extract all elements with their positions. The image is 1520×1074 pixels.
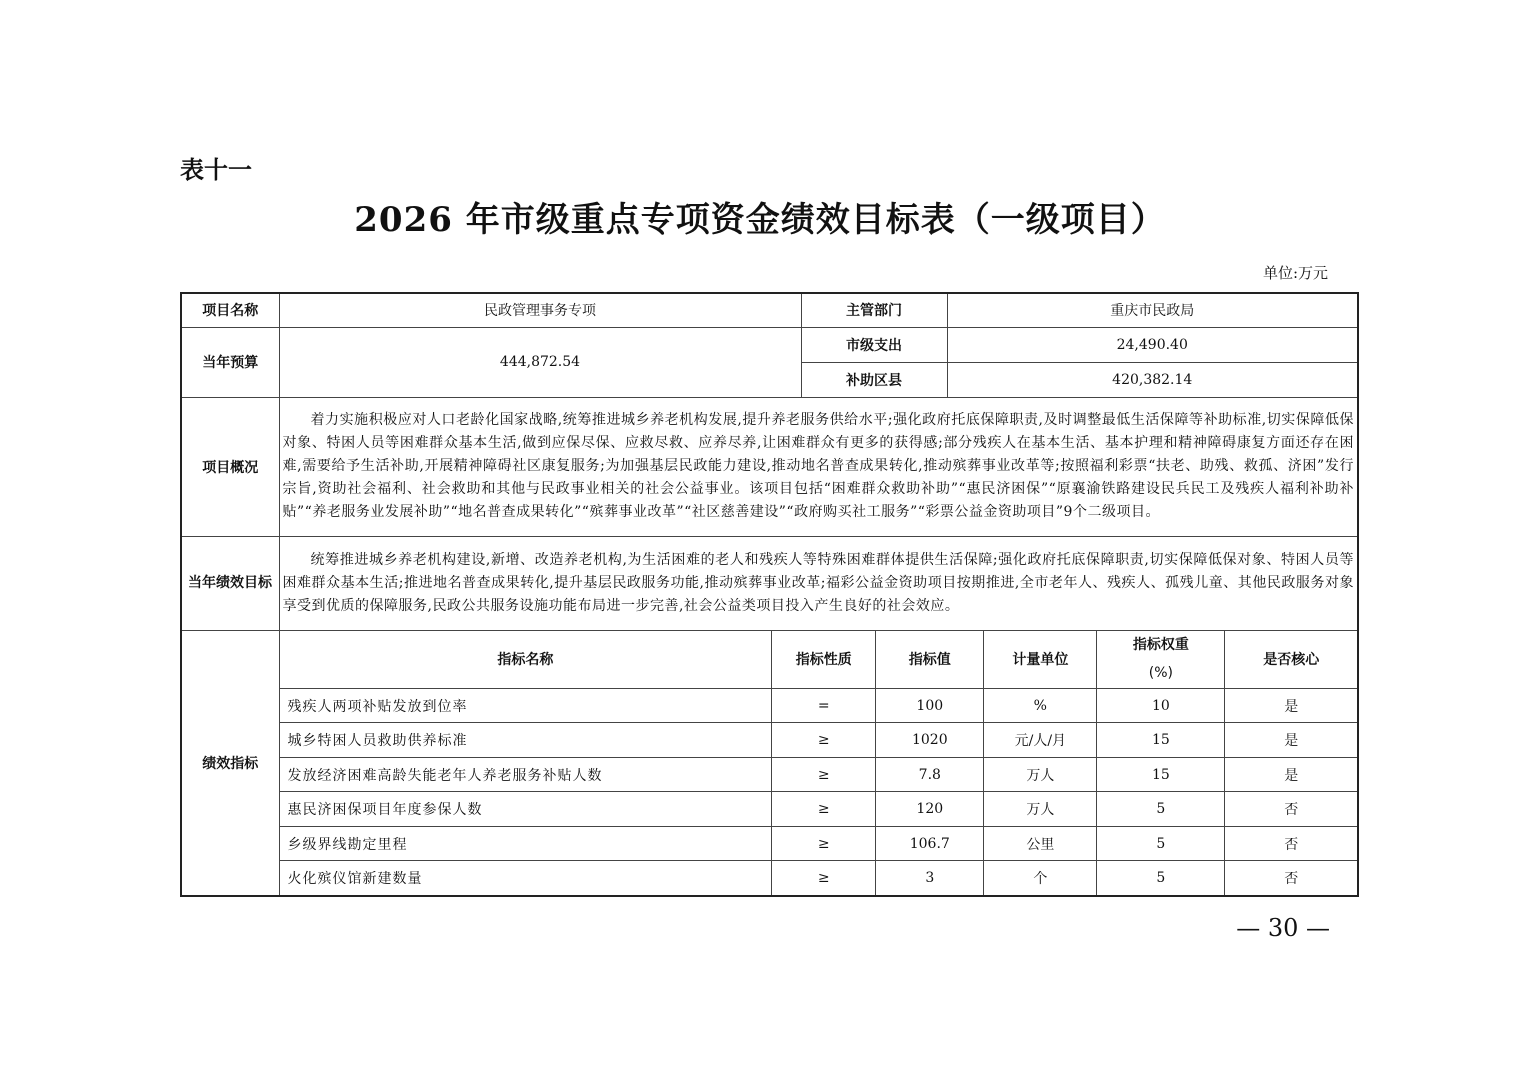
indicator-unit: 元/人/月 [984,723,1097,758]
overview-text: 着力实施积极应对人口老龄化国家战略,统筹推进城乡养老机构发展,提升养老服务供给水平;强化政府托底保障职责,及时调整最低生活保障等补助标准,切实保障低保对象、特困人员等困难群众基本生活,做到应保尽保、应救尽救、应养尽养,让困难群众有更多的获得感;部分残疾人在基本生活、基本护理和精神障碍康复方面还存在困难,需要给予生活补助,开展精神障碍社区康复服务;为加强基层民政能力建设,推动地名普查成果转化,推动殡葬事业改革等;按照福利彩票“扶老、助残、救孤、济困”发行宗旨,资助社会福利、社会救助和其他与民政事业相关的社会公益事业。该项目包括“困难群众救助补助”“惠民济困保”“原襄渝铁路建设民兵民工及残疾人福利补助补贴”“养老服务业发展补助”“地名普查成果转化”“殡葬事业改革”“社区慈善建设”“政府购买社工服务”“彩票公益金资助项目”9个二级项目。 [279,397,1358,536]
col-header-weight [1097,631,1225,689]
indicator-unit: 万人 [984,758,1097,792]
indicator-value: 7.8 [876,758,984,792]
indicator-name: 火化殡仪馆新建数量 [280,861,772,895]
budget-label: 当年预算 [181,327,279,397]
indicator-name: 城乡特困人员救助供养标准 [280,723,772,758]
indicators-label: 绩效指标 [181,630,279,896]
indicator-nature: = [772,689,876,723]
budget-row [181,327,1358,362]
indicator-weight: 15 [1097,723,1225,758]
indicator-core: 否 [1225,861,1357,895]
indicator-core: 否 [1225,792,1357,827]
overview-label: 项目概况 [181,397,279,536]
indicator-nature: ≥ [772,827,876,861]
col-header-weight-line1: 指标权重 [1132,637,1189,654]
table-row [280,758,1358,792]
indicator-weight: 5 [1097,827,1225,861]
table-row [280,861,1358,895]
annual-goal-text: 统筹推进城乡养老机构建设,新增、改造养老机构,为生活困难的老人和残疾人等特殊困难群体提供生活保障;强化政府托底保障职责,切实保障低保对象、特困人员等困难群众基本生活;推进地名普查成果转化,提升基层民政服务功能,推动殡葬事业改革;福彩公益金资助项目按期推进,全市老年人、残疾人、孤残儿童、其他民政服务对象享受到优质的保障服务,民政公共服务设施功能布局进一步完善,社会公益类项目投入产生良好的社会效应。 [279,536,1358,630]
overview-row [181,397,1358,536]
table-row [280,723,1358,758]
indicator-weight: 10 [1097,689,1225,723]
indicator-name: 残疾人两项补贴发放到位率 [280,689,772,723]
page-title: 2026 年市级重点专项资金绩效目标表（一级项目） [354,200,1166,240]
indicator-unit: 个 [984,861,1097,895]
indicator-name: 发放经济困难高龄失能老年人养老服务补贴人数 [280,758,772,792]
col-header-core: 是否核心 [1225,631,1357,689]
annual-goal-label: 当年绩效目标 [181,536,279,630]
col-header-name: 指标名称 [280,631,772,689]
unit-label: 单位:万元 [1262,264,1328,282]
indicator-core: 否 [1225,827,1357,861]
page-number: — 30 — [1236,914,1330,942]
col-header-weight-line2: (%) [1148,665,1173,682]
project-name-value: 民政管理事务专项 [279,293,801,327]
department-value: 重庆市民政局 [947,293,1358,327]
annual-goal-row [181,536,1358,630]
performance-target-table [180,292,1359,897]
indicator-unit: 公里 [984,827,1097,861]
table-row [280,792,1358,827]
indicator-nature: ≥ [772,861,876,895]
indicator-value: 106.7 [876,827,984,861]
col-header-unit: 计量单位 [984,631,1097,689]
district-subsidy-label: 补助区县 [801,362,947,397]
indicator-name: 乡级界线勘定里程 [280,827,772,861]
indicators-cell [279,630,1358,896]
indicator-core: 是 [1225,758,1357,792]
indicator-value: 1020 [876,723,984,758]
indicator-weight: 5 [1097,861,1225,895]
indicators-header-row [280,631,1358,689]
indicator-value: 3 [876,861,984,895]
indicator-value: 100 [876,689,984,723]
city-expense-label: 市级支出 [801,327,947,362]
indicator-weight: 5 [1097,792,1225,827]
indicator-value: 120 [876,792,984,827]
indicator-weight: 15 [1097,758,1225,792]
indicator-core: 是 [1225,723,1357,758]
table-row [280,827,1358,861]
indicators-table [280,631,1358,895]
col-header-value: 指标值 [876,631,984,689]
project-name-label: 项目名称 [181,293,279,327]
table-row [280,689,1358,723]
city-expense-value: 24,490.40 [947,327,1358,362]
indicator-unit: % [984,689,1097,723]
table-number: 表十一 [180,156,252,184]
col-header-nature: 指标性质 [772,631,876,689]
budget-value: 444,872.54 [279,327,801,397]
indicator-nature: ≥ [772,792,876,827]
department-label: 主管部门 [801,293,947,327]
indicator-core: 是 [1225,689,1357,723]
indicator-nature: ≥ [772,723,876,758]
project-name-row [181,293,1358,327]
indicator-unit: 万人 [984,792,1097,827]
indicator-name: 惠民济困保项目年度参保人数 [280,792,772,827]
indicator-nature: ≥ [772,758,876,792]
district-subsidy-value: 420,382.14 [947,362,1358,397]
indicators-row [181,630,1358,896]
